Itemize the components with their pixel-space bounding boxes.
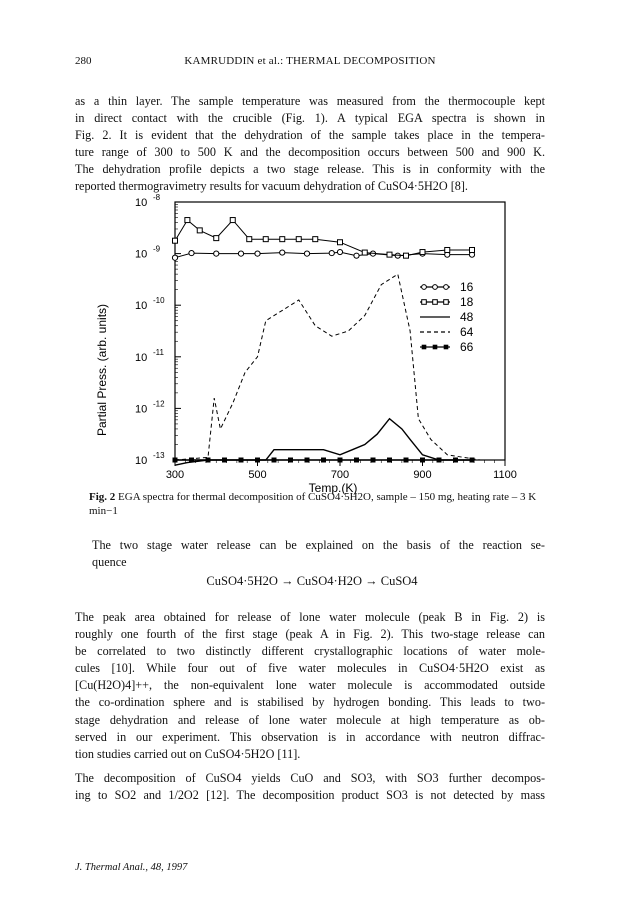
x-tick-label: 500 <box>248 469 267 481</box>
data-point <box>173 458 178 463</box>
caption-text: EGA spectra for thermal decomposition of CuSO4·5H2O, sample – 150 mg, heating rate – 3 K min−1 <box>89 491 537 517</box>
data-point <box>437 458 442 463</box>
data-point <box>173 238 178 243</box>
data-point <box>230 218 235 223</box>
y-tick-exponent: -11 <box>153 347 164 357</box>
data-point <box>470 247 475 252</box>
text-line: quence <box>92 555 127 570</box>
y-tick-exponent: -13 <box>153 451 165 460</box>
data-point <box>255 251 260 256</box>
data-point <box>239 458 244 463</box>
data-point <box>420 250 425 255</box>
data-point <box>338 240 343 245</box>
data-point <box>313 237 318 242</box>
page-header <box>75 55 545 71</box>
y-tick-exponent: -9 <box>153 244 161 254</box>
data-point <box>280 250 285 255</box>
data-point <box>189 458 194 463</box>
paragraph-3 <box>75 609 545 763</box>
data-point <box>470 458 475 463</box>
text-line: ing to SO2 and 1/2O2 [12]. The decomposition product SO3 is not detected by mass <box>75 788 545 803</box>
figure-caption <box>89 490 539 518</box>
y-tick-exponent: -10 <box>153 296 165 306</box>
data-point <box>238 251 243 256</box>
running-head: KAMRUDDIN et al.: THERMAL DECOMPOSITION <box>184 55 436 67</box>
text-line: served in our experiment. This observation is in accordance with neutron diffrac- <box>75 729 545 744</box>
y-tick-label: 10 <box>135 300 148 313</box>
text-line: roughly one fourth of the first stage (peak A in Fig. 2). This two-stage release can <box>75 627 545 642</box>
data-point <box>172 255 177 260</box>
legend-marker <box>433 345 438 350</box>
chart-series <box>172 218 480 466</box>
data-point <box>420 458 425 463</box>
data-point <box>387 458 392 463</box>
data-point <box>329 250 334 255</box>
y-tick-exponent: -8 <box>153 193 161 202</box>
legend-marker <box>444 285 449 290</box>
text-line: The two stage water release can be explained on the basis of the reaction se- <box>92 538 545 552</box>
legend-marker <box>433 300 438 305</box>
page-number: 280 <box>75 55 92 67</box>
y-tick-label: 10 <box>135 403 148 416</box>
x-tick-label: 300 <box>165 469 185 481</box>
text-line: ture range of 300 to 500 K and the decomposition occurs between 500 and 900 K. <box>75 145 545 160</box>
y-tick-label: 10 <box>135 455 148 467</box>
text-line: [Cu(H2O)4]++, the non-equivalent lone water molecule is accommodated outside <box>75 678 545 693</box>
journal-footer: J. Thermal Anal., 48, 1997 <box>75 862 188 873</box>
text-line: stage dehydration and release of lone water molecule at high temperature as ob- <box>75 712 545 727</box>
text-line: the co-ordination sphere and is stabilised by hydrogen bonding. This leads to two- <box>75 695 545 710</box>
data-point <box>272 458 277 463</box>
y-tick-exponent: -12 <box>153 399 165 409</box>
data-point <box>354 458 359 463</box>
x-tick-label: 700 <box>330 469 350 481</box>
legend-label: 16 <box>460 280 474 294</box>
legend-label: 66 <box>460 340 474 354</box>
caption-label: Fig. 2 <box>89 491 116 503</box>
x-tick-label: 900 <box>413 469 432 481</box>
legend-marker <box>422 285 427 290</box>
data-point <box>387 252 392 257</box>
data-point <box>247 237 252 242</box>
data-point <box>296 237 301 242</box>
data-point <box>305 458 310 463</box>
text-line: The peak area obtained for release of lone water molecule (peak B in Fig. 2) is <box>75 610 545 624</box>
legend-marker <box>444 345 449 350</box>
legend-marker <box>433 285 438 290</box>
data-point <box>206 458 211 463</box>
data-point <box>280 237 285 242</box>
paragraph-4 <box>75 770 545 804</box>
text-line: Fig. 2. It is evident that the dehydration of the sample takes place in the tempera- <box>75 128 545 143</box>
text-line: The decomposition of CuSO4 yields CuO and SO3, with SO3 further decompos- <box>75 771 545 785</box>
y-tick-label: 10 <box>135 248 148 261</box>
figure-2-chart <box>75 190 545 495</box>
legend-label: 18 <box>460 295 474 309</box>
data-point <box>404 253 409 258</box>
data-point <box>222 458 227 463</box>
data-point <box>338 458 343 463</box>
data-point <box>189 250 194 255</box>
data-point <box>453 458 458 463</box>
data-point <box>304 251 309 256</box>
paragraph-2 <box>75 537 545 571</box>
data-point <box>445 247 450 252</box>
data-point <box>362 250 367 255</box>
data-point <box>214 251 219 256</box>
legend-marker <box>422 300 427 305</box>
legend-label: 64 <box>460 325 474 339</box>
data-point <box>185 218 190 223</box>
y-tick-label: 10 <box>135 197 148 209</box>
data-point <box>214 236 219 241</box>
data-point <box>263 237 268 242</box>
text-line: tion studies carried out on CuSO4·5H2O [11]. <box>75 746 301 761</box>
y-axis-label: Partial Press. (arb. units) <box>95 303 109 437</box>
data-point <box>321 458 326 463</box>
data-point <box>288 458 293 463</box>
legend-marker <box>422 345 427 350</box>
text-line: reported thermogravimetry results for vacuum dehydration of CuSO4·5H2O [8]. <box>75 179 468 194</box>
data-point <box>371 458 376 463</box>
text-line: be correlated to two distinctly different crystallographic locations of water mole- <box>75 644 545 659</box>
text-line: The dehydration profile depicts a two stage release. This is in conformity with the <box>75 162 545 177</box>
reaction-equation: CuSO4·5H2O → CuSO4·H2O → CuSO4 <box>206 574 418 588</box>
legend-marker <box>444 300 449 305</box>
series-line-18 <box>175 220 472 256</box>
y-tick-label: 10 <box>135 351 148 364</box>
legend-label: 48 <box>460 310 474 324</box>
x-axis-label: Temp.(K) <box>308 481 358 495</box>
data-point <box>354 253 359 258</box>
paragraph-1 <box>75 93 545 196</box>
text-line: in direct contact with the crucible (Fig. 1). A typical EGA spectra is shown in <box>75 111 545 126</box>
data-point <box>255 458 260 463</box>
data-point <box>337 249 342 254</box>
data-point <box>404 458 409 463</box>
x-tick-label: 1100 <box>493 469 517 481</box>
text-line: as a thin layer. The sample temperature was measured from the thermocouple kept <box>75 94 545 108</box>
data-point <box>197 228 202 233</box>
chart-legend <box>420 280 474 354</box>
series-line-16 <box>175 252 472 258</box>
text-line: cules [10]. While four out of five water molecules in CuSO4·5H2O exist as <box>75 661 545 676</box>
